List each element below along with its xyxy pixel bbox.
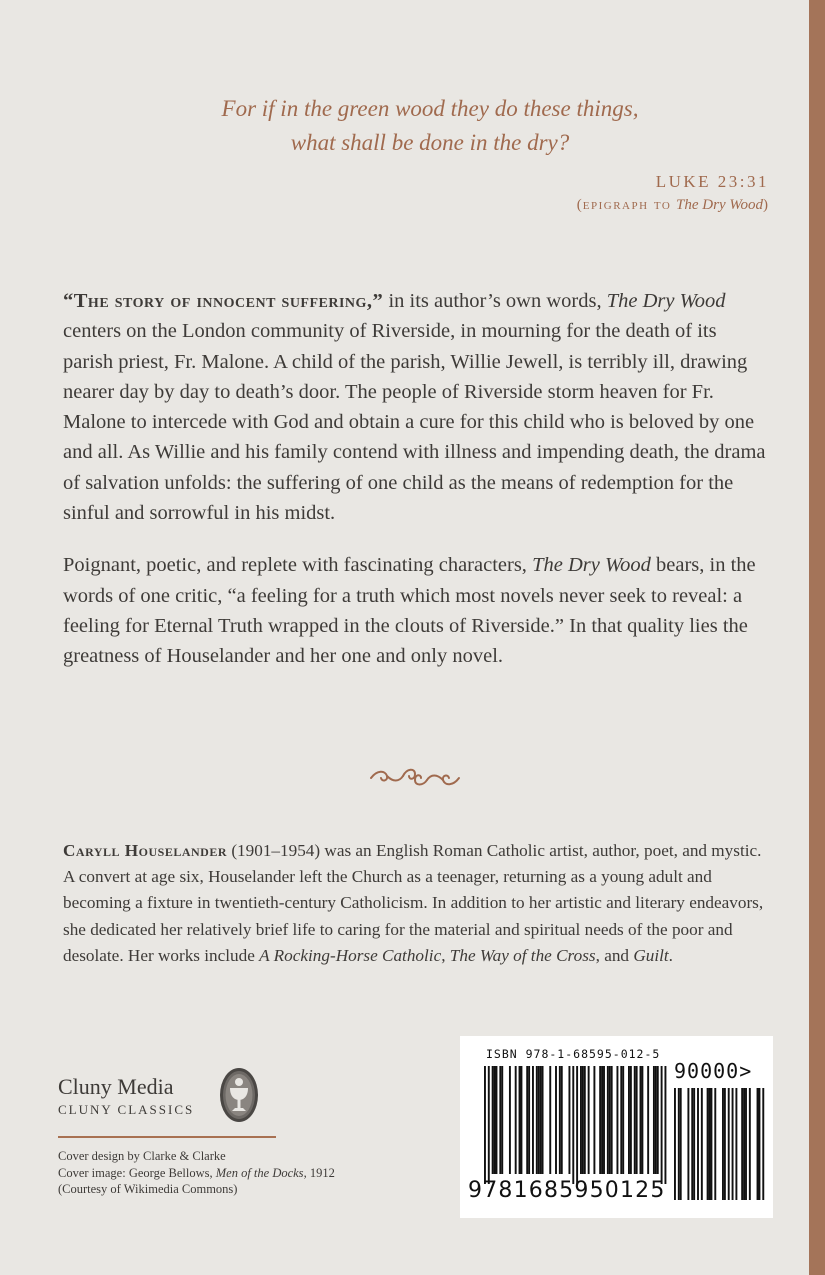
publisher-series: CLUNY CLASSICS [58, 1102, 195, 1117]
description-paragraph-1 [63, 286, 766, 528]
publisher-name: Cluny Media [58, 1074, 174, 1099]
description-p1-title: The Dry Wood [606, 290, 726, 312]
bio-paragraph [63, 838, 773, 969]
description-lead: “The story of innocent suffering,” [63, 290, 384, 312]
addon-bar [732, 1088, 734, 1200]
addon-bar [697, 1088, 699, 1200]
addon-bar [749, 1088, 751, 1200]
author-name: Caryll Houselander [63, 841, 228, 860]
addon-bar [762, 1088, 764, 1200]
credit-image [58, 1165, 335, 1182]
epigraph-quote [60, 92, 800, 160]
description-p2-title: The Dry Wood [532, 554, 651, 577]
description-p1-a: in its author’s own words, [383, 290, 607, 312]
isbn-label: ISBN 978-1-68595-012-5 [486, 1047, 661, 1061]
bio-text: (1901–1954) was an English Roman Catholic artist, author, poet, and mystic. A convert at age six, Houselander left the Church as a teenager, returning as a young adult and becoming a fixture in twentieth-century Catholicism. In addition to her artistic and literary endeavors, she dedicated her relatively brief life to caring for the material and spiritual needs of the poor and desolate. Her works include [63, 841, 764, 965]
epigraph-line-1: For if in the green wood they do these things, [221, 96, 639, 121]
publisher-block [58, 1072, 194, 1118]
epigraph-line-2: what shall be done in the dry? [290, 130, 570, 155]
note-title: The Dry Wood [676, 197, 763, 213]
addon-bar [714, 1088, 716, 1200]
citation-note [577, 194, 769, 216]
isbn-barcode [460, 1036, 773, 1218]
ean-digits: 9781685950125 [468, 1178, 666, 1203]
note-close-paren: ) [763, 197, 769, 213]
bio-sep-2: , and [595, 945, 634, 965]
addon-bar [743, 1088, 745, 1200]
addon-bar [701, 1088, 703, 1200]
bio-sep-1: , [441, 945, 450, 965]
addon-bar [741, 1088, 743, 1200]
chalice-seal-icon [218, 1066, 260, 1124]
addon-bar [678, 1088, 680, 1200]
addon-bar [693, 1088, 695, 1200]
credit-design: Cover design by Clarke & Clarke [58, 1149, 226, 1163]
credit-image-b: , 1912 [303, 1165, 335, 1180]
price-code: 90000> [674, 1059, 753, 1083]
addon-bar [757, 1088, 759, 1200]
spine-strip [809, 0, 825, 1275]
note-smallcaps: epigraph to [582, 197, 672, 213]
addon-bar [707, 1088, 709, 1200]
cover-credits [58, 1148, 335, 1198]
addon-bar [735, 1088, 737, 1200]
flourish-ornament-icon [369, 766, 461, 788]
addon-bar [724, 1088, 726, 1200]
description-p2-b: bears, in the words of one critic, “a feeling for a truth which most novels never seek to reveal: a feeling for Eternal Truth wrapped in the clouts of Riverside.” In that quality lies the greatness of Houselander and her one and only novel. [63, 554, 756, 668]
addon-bar [680, 1088, 682, 1200]
addon-bar [691, 1088, 693, 1200]
addon-bar [709, 1088, 711, 1200]
description-paragraph-2 [63, 550, 766, 671]
addon-bar [710, 1088, 712, 1200]
addon-bar [722, 1088, 724, 1200]
credit-courtesy: (Courtesy of Wikimedia Commons) [58, 1182, 238, 1196]
note-open-paren: ( [576, 197, 583, 213]
epigraph-citation [577, 170, 769, 216]
bio-work-3: Guilt [633, 945, 669, 965]
citation-reference: LUKE 23:31 [655, 172, 769, 191]
author-bio [63, 838, 773, 969]
addon-bar [728, 1088, 730, 1200]
addon-bar [745, 1088, 747, 1200]
addon-bar [758, 1088, 760, 1200]
description-p1-b: centers on the London community of Riverside, in mourning for the death of its parish priest, Fr. Malone. A child of the parish, Willie Jewell, is terribly ill, drawing nearer day by day to death’s door. The people of Riverside storm heaven for Fr. Malone to intercede with God and obtain a cure for this child who is beloved by one and all. As Willie and his family contend with illness and impending death, the drama of salvation unfolds: the suffering of one child as the means of redemption for the sinful and sorrowful in his midst. [63, 320, 766, 525]
book-description [63, 286, 766, 672]
bio-end: . [668, 945, 673, 965]
description-p2-a: Poignant, poetic, and replete with fascinating characters, [63, 554, 533, 577]
addon-bar [674, 1088, 676, 1200]
addon-bar [687, 1088, 689, 1200]
credit-image-a: Cover image: George Bellows, [58, 1165, 216, 1180]
bio-work-1: A Rocking-Horse Catholic [259, 945, 442, 965]
bio-work-2: The Way of the Cross [449, 945, 596, 965]
credit-image-title: Men of the Docks [215, 1165, 304, 1180]
divider-rule [58, 1136, 276, 1138]
